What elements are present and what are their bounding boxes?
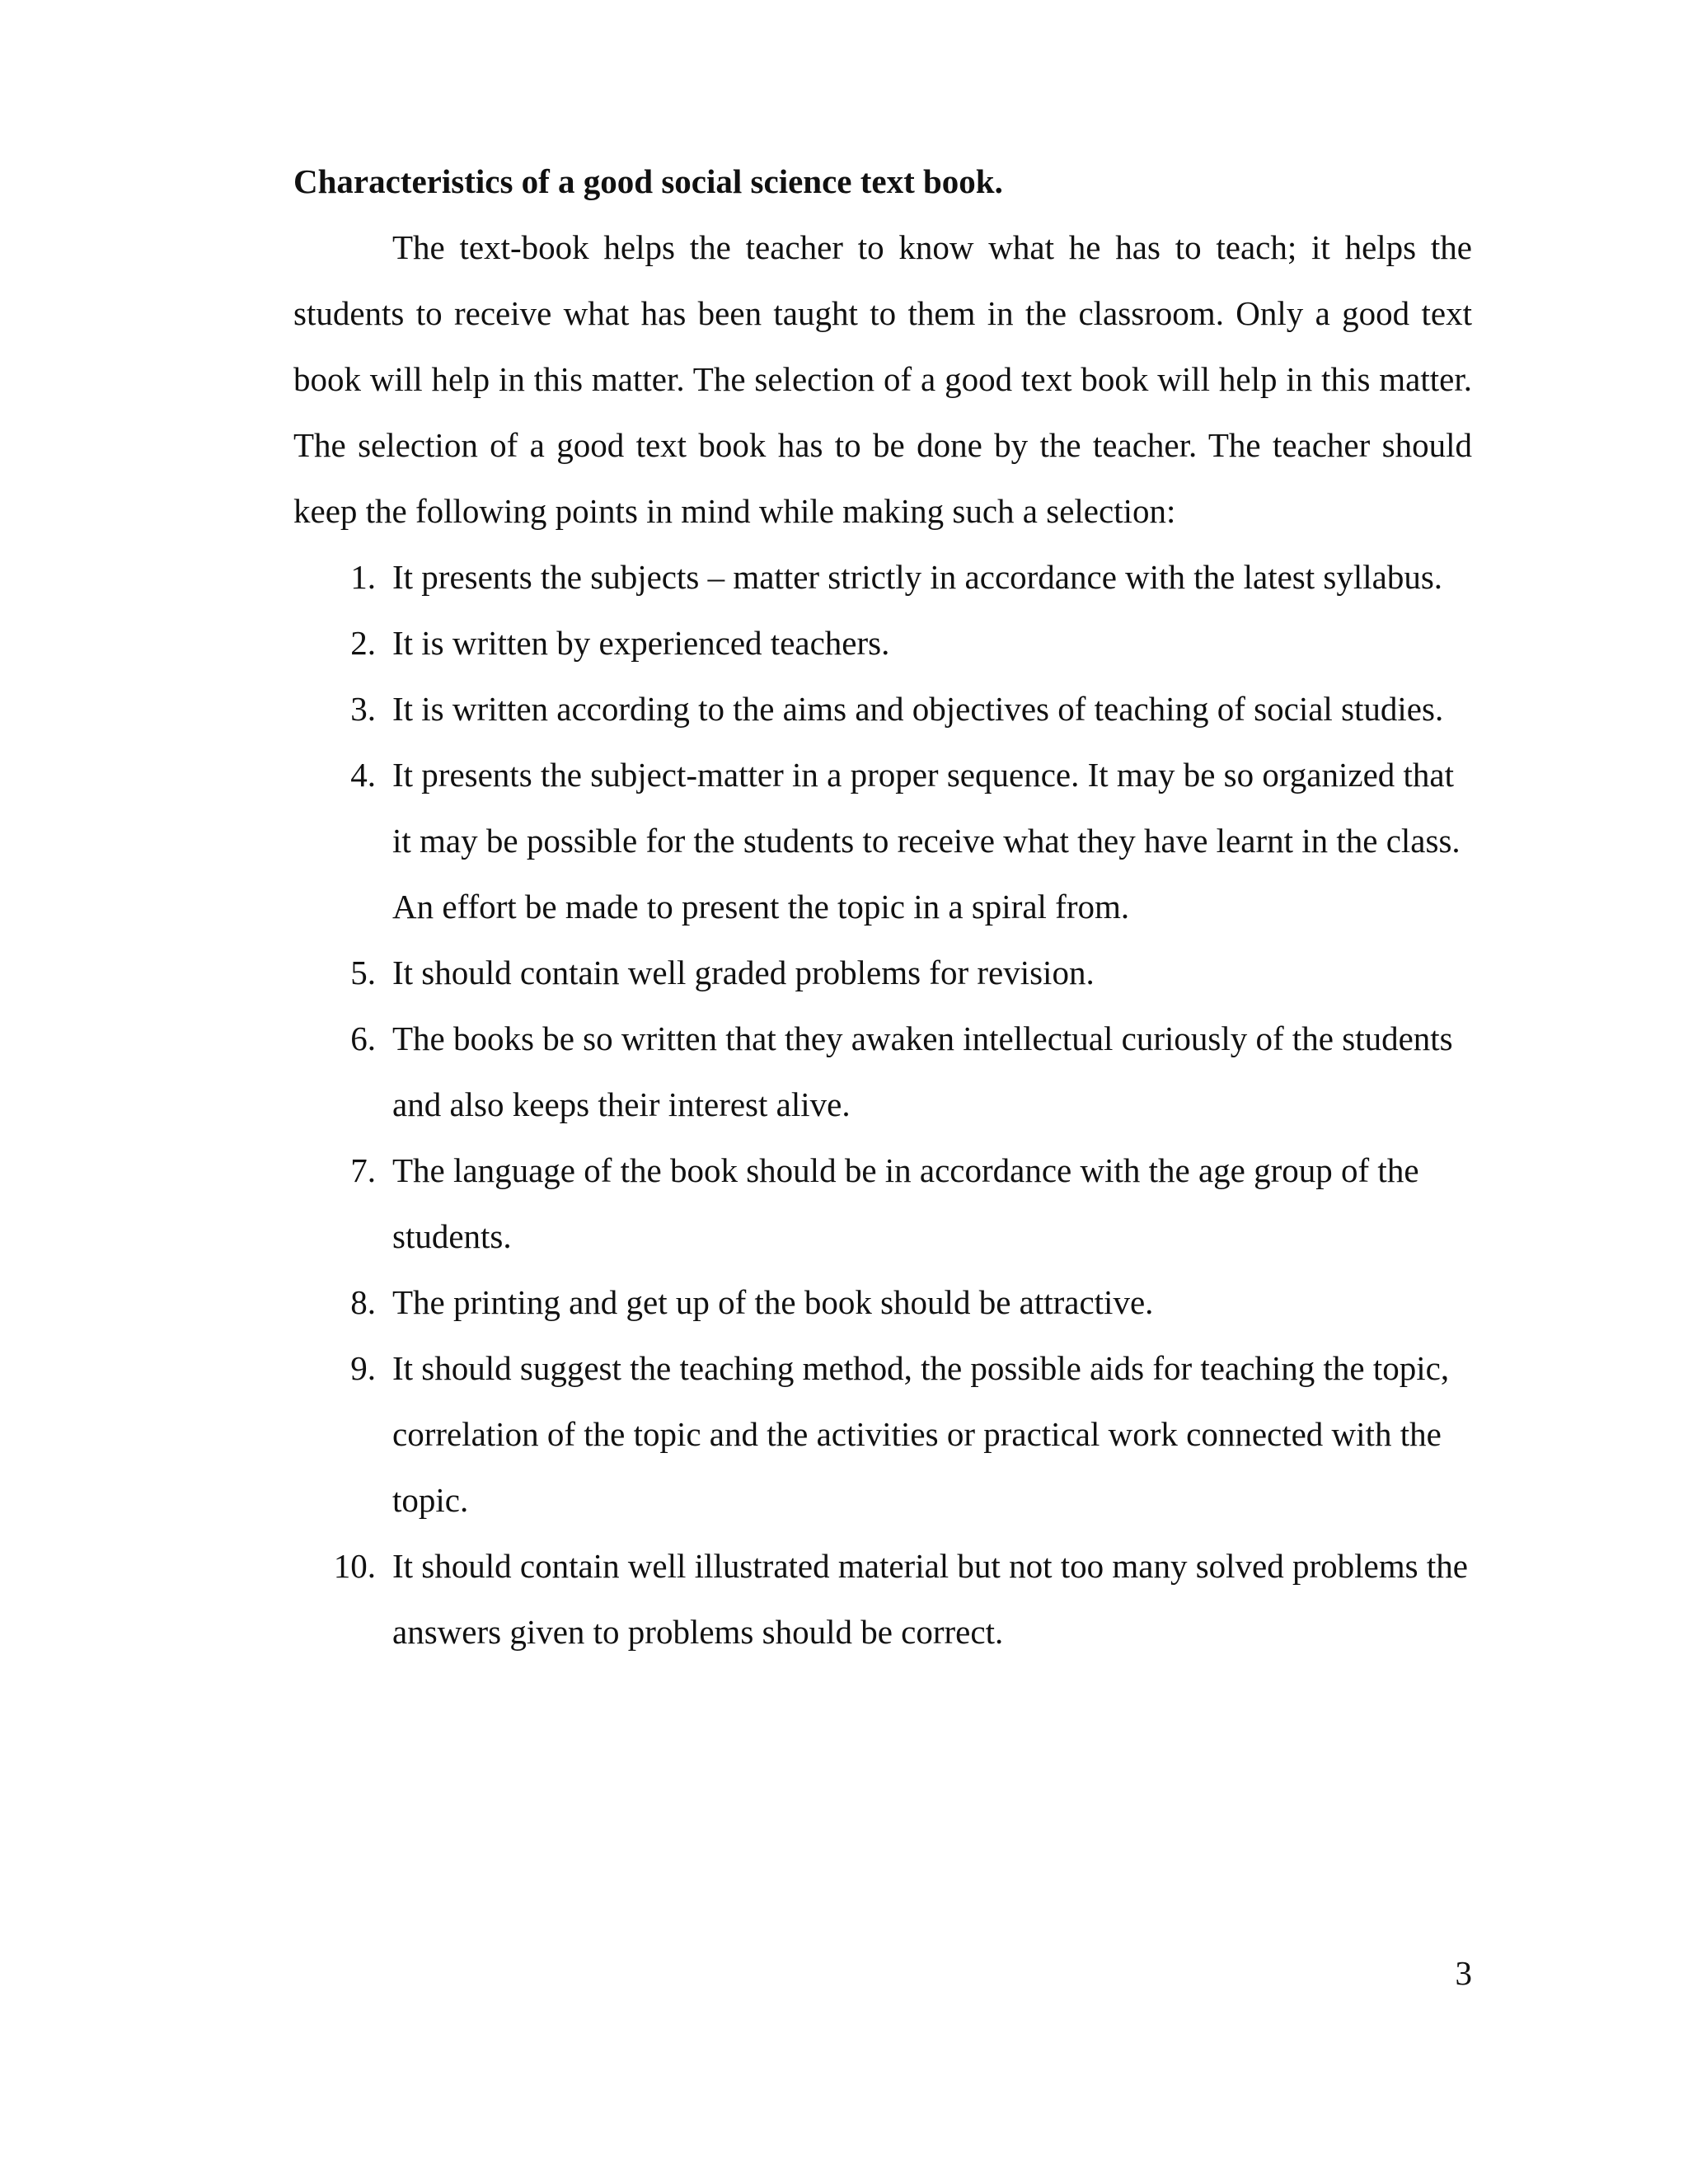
list-item-text: The books be so written that they awaken intellectual curiously of the students and also keeps their interest alive.	[392, 1019, 1453, 1123]
list-item	[293, 1533, 1472, 1665]
list-item-number: 10.	[333, 1547, 376, 1585]
list-item-number: 7.	[350, 1151, 376, 1189]
list-item-text: It is written by experienced teachers.	[392, 624, 890, 662]
list-item-number: 6.	[350, 1019, 376, 1057]
list-item-number: 8.	[350, 1283, 376, 1321]
page-number: 3	[1455, 1954, 1472, 1992]
list-item	[293, 1335, 1472, 1533]
list-item-number: 4.	[350, 756, 376, 794]
list-item-text: It should suggest the teaching method, the possible aids for teaching the topic, correlation of the topic and the activities or practical work connected with the topic.	[392, 1349, 1450, 1519]
list-item-text: It presents the subjects – matter strictly in accordance with the latest syllabus.	[392, 558, 1443, 596]
list-item-text: It is written according to the aims and objectives of teaching of social studies.	[392, 690, 1444, 728]
list-item-number: 9.	[350, 1349, 376, 1387]
list-item-text: The language of the book should be in accordance with the age group of the students.	[392, 1151, 1419, 1255]
list-item	[293, 610, 1472, 676]
list-item	[293, 940, 1472, 1005]
list-item-number: 1.	[350, 558, 376, 596]
list-item-number: 2.	[350, 624, 376, 662]
list-item-number: 3.	[350, 690, 376, 728]
list-item-number: 5.	[350, 954, 376, 991]
list-item	[293, 1005, 1472, 1137]
page-content	[293, 157, 1472, 1665]
list-item-text: It should contain well illustrated material but not too many solved problems the answers given to problems should be correct.	[392, 1547, 1468, 1651]
list-item-text: It should contain well graded problems for revision.	[392, 954, 1095, 991]
section-heading: Characteristics of a good social science text book.	[293, 162, 1003, 200]
points-list	[293, 544, 1472, 1665]
list-item	[293, 742, 1472, 940]
intro-paragraph: The text-book helps the teacher to know what he has to teach; it helps the students to receive what has been taught to them in the classroom. Only a good text book will help in this matter. The selection of a good text book will help in this matter. The selection of a good text book has to be done by the teacher. The teacher should keep the following points in mind while making such a selection:	[293, 228, 1472, 530]
list-item	[293, 1269, 1472, 1335]
list-item	[293, 544, 1472, 610]
list-item	[293, 1137, 1472, 1269]
list-item-text: The printing and get up of the book should be attractive.	[392, 1283, 1154, 1321]
list-item-text: It presents the subject-matter in a proper sequence. It may be so organized that it may be possible for the students to receive what they have learnt in the class. An effort be made to present the topic in a spiral from.	[392, 756, 1461, 926]
list-item	[293, 676, 1472, 742]
